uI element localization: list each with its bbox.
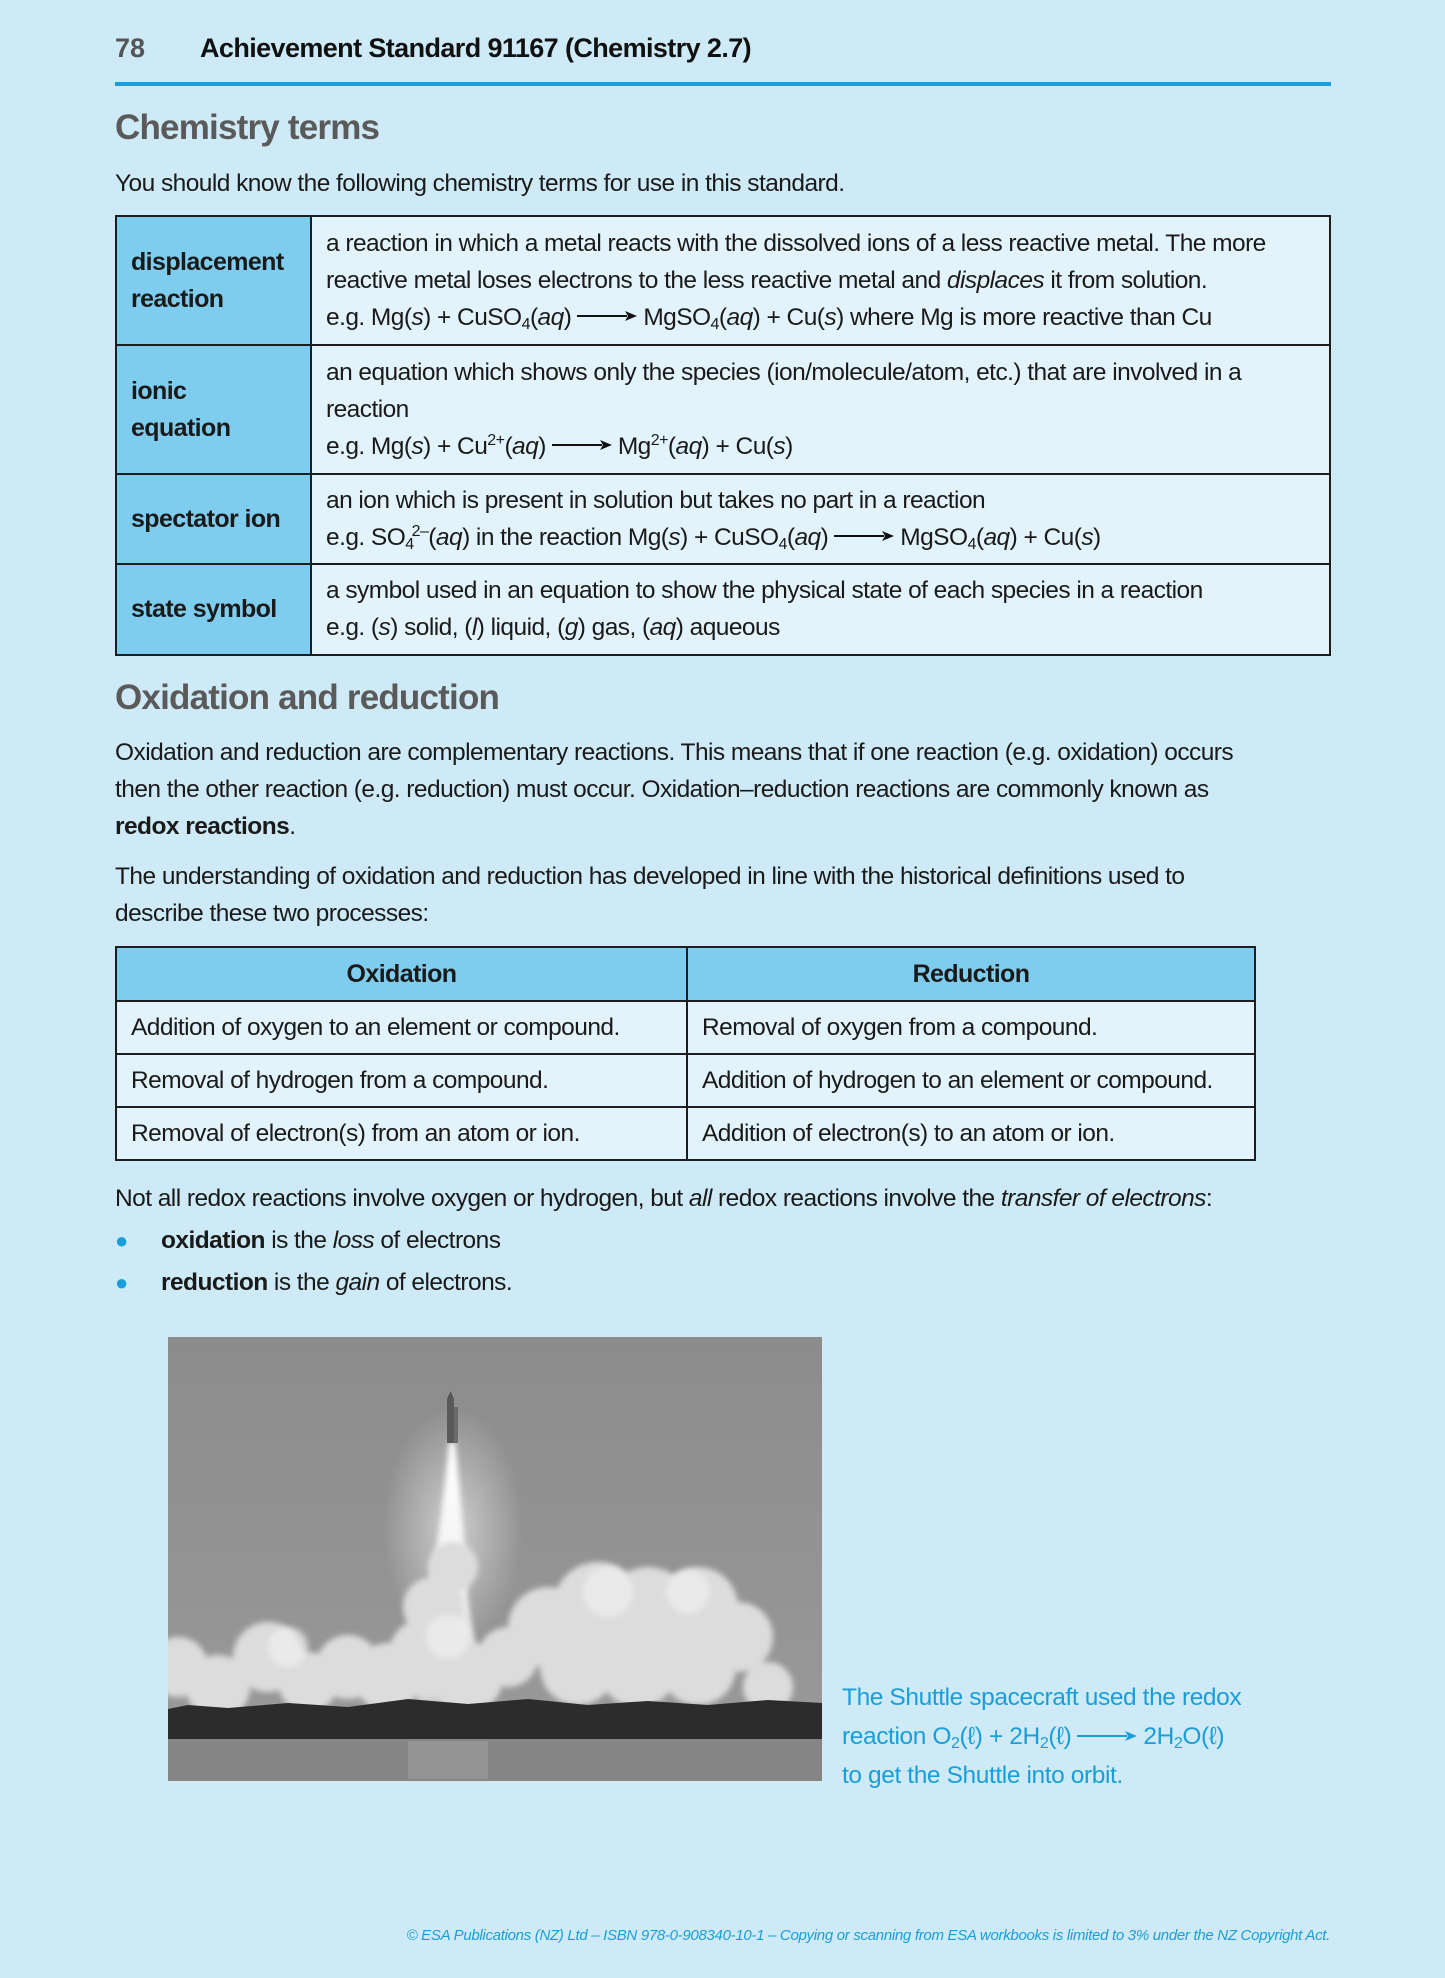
table-row	[116, 474, 1330, 564]
reaction-arrow-icon	[834, 530, 894, 542]
bullet-icon: ●	[115, 1270, 128, 1295]
subscript: 4	[967, 535, 976, 553]
italic-text: s	[411, 303, 424, 331]
text-span: (	[667, 432, 676, 460]
redox-definitions-table	[115, 946, 1256, 1161]
subscript: 4	[778, 535, 787, 553]
photo-shape	[168, 1699, 822, 1739]
text-line: The understanding of oxidation and reduction has developed in line with the historical definitions used to	[115, 863, 1185, 890]
text-span: it from solution.	[1044, 266, 1208, 294]
section-title-chemistry-terms: Chemistry terms	[115, 108, 380, 147]
text-span: is the	[264, 1227, 333, 1254]
element	[116, 216, 1330, 655]
term-cell: ionic equation	[116, 345, 311, 474]
text-span: reaction O	[842, 1723, 952, 1750]
cloud-shape	[666, 1570, 710, 1614]
italic-text: aq	[512, 432, 539, 460]
text-span: )	[1093, 523, 1101, 551]
term-cell: displacement reaction	[116, 216, 311, 345]
superscript: 2+	[650, 431, 668, 449]
table-cell: Removal of hydrogen from a compound.	[116, 1054, 687, 1107]
italic-text: aq	[794, 523, 821, 551]
cloud-shape	[660, 1629, 736, 1705]
subscript: 4	[710, 315, 719, 333]
definition-cell	[311, 474, 1330, 564]
text-span: of electrons.	[379, 1269, 513, 1296]
subscript: 4	[405, 535, 414, 553]
italic-text: s	[378, 614, 391, 641]
definition-cell	[311, 345, 1330, 474]
example-equation	[326, 519, 1315, 556]
text-span: (ℓ)	[1048, 1723, 1072, 1750]
text-span: ) + Cu	[423, 432, 488, 460]
example-equation	[326, 299, 1315, 336]
paragraph-electron-transfer	[115, 1180, 1345, 1217]
table-header-row	[116, 947, 1255, 1001]
column-header-reduction: Reduction	[687, 947, 1255, 1001]
text-span: redox reactions involve the	[711, 1185, 1001, 1212]
italic-text: displaces	[946, 266, 1045, 294]
text-span: ) where Mg is more reactive than Cu	[836, 303, 1212, 331]
text-span: Not all redox reactions involve oxygen or hydrogen, but	[115, 1185, 689, 1212]
subscript: 4	[521, 315, 530, 333]
superscript: 2+	[487, 431, 505, 449]
photo-caption	[842, 1678, 1342, 1795]
list-item	[115, 1264, 512, 1301]
text-span: MgSO	[643, 303, 711, 331]
bullet-icon: ●	[115, 1228, 128, 1253]
italic-text: s	[411, 432, 424, 460]
italic-text: aq	[726, 303, 753, 331]
table-row	[116, 1001, 1255, 1054]
text-span: e.g. (	[326, 614, 379, 641]
running-title: Achievement Standard 91167 (Chemistry 2.7)	[200, 33, 752, 63]
header-divider	[115, 82, 1331, 86]
definition-line: a reaction in which a metal reacts with the dissolved ions of a less reactive metal. The more	[326, 229, 1266, 257]
definition-line: reaction	[326, 395, 409, 423]
text-span: (ℓ) + 2H	[959, 1723, 1040, 1750]
text-span: )	[820, 523, 829, 551]
text-line: then the other reaction (e.g. reduction) must occur. Oxidation–reduction reactions are commonly known as	[115, 776, 1209, 803]
bold-text: reduction	[161, 1269, 268, 1296]
terms-table	[115, 215, 1331, 656]
italic-text: transfer of electrons	[1000, 1185, 1206, 1212]
italic-text: s	[668, 523, 681, 551]
photo-shape	[454, 1407, 458, 1443]
text-span: )	[563, 303, 572, 331]
text-span: e.g. Mg(	[326, 432, 412, 460]
paragraph-redox-intro	[115, 734, 1345, 845]
text-span: )	[538, 432, 546, 460]
italic-text: aq	[675, 432, 702, 460]
photo-shape	[168, 1739, 822, 1781]
text-span: ) in the reaction Mg(	[462, 523, 669, 551]
text-span: MgSO	[900, 523, 968, 551]
caption-equation	[842, 1717, 1342, 1756]
copyright-footer: © ESA Publications (NZ) Ltd – ISBN 978-0-908340-10-1 – Copying or scanning from ESA workbooks is limited to 3% under the NZ Copyright Act.	[406, 1927, 1330, 1944]
shuttle-launch-photo	[168, 1337, 822, 1781]
text-span: ) + Cu(	[752, 303, 825, 331]
italic-text: s	[824, 303, 837, 331]
table-row	[116, 216, 1330, 345]
cloud-shape	[268, 1627, 308, 1667]
text-span: e.g. Mg(	[326, 303, 412, 331]
table-cell: Addition of hydrogen to an element or compound.	[687, 1054, 1255, 1107]
text-span: reactive metal loses electrons to the less reactive metal and	[326, 266, 947, 294]
element	[116, 947, 1255, 1160]
text-span: .	[289, 813, 296, 840]
text-span: ) gas, (	[577, 614, 650, 641]
table-row	[116, 1107, 1255, 1160]
text-span: of electrons	[374, 1227, 501, 1254]
reaction-arrow-icon	[552, 439, 612, 451]
subscript: 2	[1039, 1735, 1049, 1752]
text-span: (	[529, 303, 538, 331]
italic-text: gain	[335, 1269, 380, 1296]
definition-line: an ion which is present in solution but takes no part in a reaction	[326, 486, 986, 514]
text-span: ) + CuSO	[680, 523, 779, 551]
text-line: describe these two processes:	[115, 900, 429, 927]
italic-text: all	[688, 1185, 712, 1212]
text-span: ) solid, (	[390, 614, 472, 641]
text-span: Mg	[617, 432, 651, 460]
table-row	[116, 564, 1330, 655]
text-span: ) + CuSO	[423, 303, 522, 331]
intro-text: You should know the following chemistry terms for use in this standard.	[115, 170, 845, 197]
table-row	[116, 345, 1330, 474]
table-cell: Removal of electron(s) from an atom or ion.	[116, 1107, 687, 1160]
italic-text: g	[564, 614, 578, 641]
text-span: is the	[267, 1269, 336, 1296]
superscript: 2–	[411, 522, 429, 540]
section-title-oxidation-reduction: Oxidation and reduction	[115, 678, 500, 717]
text-span: )	[785, 432, 793, 460]
text-span: (	[718, 303, 727, 331]
text-span: O(ℓ)	[1182, 1723, 1225, 1750]
bold-term: redox reactions	[115, 813, 290, 840]
caption-line: The Shuttle spacecraft used the redox	[842, 1684, 1242, 1711]
cloud-shape	[583, 1567, 633, 1617]
reaction-arrow-icon	[577, 310, 637, 322]
text-span: ) + Cu(	[701, 432, 774, 460]
italic-text: loss	[332, 1227, 375, 1254]
list-item	[115, 1222, 500, 1259]
shuttle-launch-image	[168, 1337, 822, 1781]
text-line: Oxidation and reduction are complementary reactions. This means that if one reaction (e.g. oxidation) occurs	[115, 739, 1234, 766]
cloud-shape	[428, 1542, 478, 1592]
italic-text: aq	[649, 614, 676, 641]
definition-cell	[311, 216, 1330, 345]
example-equation	[326, 609, 1315, 646]
definition-cell	[311, 564, 1330, 655]
text-span: ) liquid, (	[476, 614, 565, 641]
text-span: (	[504, 432, 513, 460]
photo-shape	[447, 1399, 454, 1443]
table-cell: Addition of oxygen to an element or compound.	[116, 1001, 687, 1054]
text-span: (	[786, 523, 795, 551]
table-cell: Removal of oxygen from a compound.	[687, 1001, 1255, 1054]
text-span: 2H	[1143, 1723, 1174, 1750]
reaction-arrow-icon	[1077, 1730, 1137, 1742]
paragraph-history	[115, 858, 1345, 932]
italic-text: l	[471, 614, 477, 641]
text-span: (	[975, 523, 984, 551]
italic-text: aq	[537, 303, 564, 331]
caption-line: to get the Shuttle into orbit.	[842, 1762, 1123, 1789]
page-number: 78	[115, 33, 146, 63]
italic-text: aq	[983, 523, 1010, 551]
definition-line	[326, 262, 1315, 299]
table-row	[116, 1054, 1255, 1107]
table-cell: Addition of electron(s) to an atom or ion.	[687, 1107, 1255, 1160]
text-span: (	[428, 523, 436, 551]
italic-text: aq	[435, 523, 463, 551]
bold-text: oxidation	[161, 1227, 265, 1254]
definition-line: an equation which shows only the species (ion/molecule/atom, etc.) that are involved in a	[326, 358, 1242, 386]
italic-text: s	[773, 432, 786, 460]
photo-shape	[408, 1741, 488, 1779]
term-cell: state symbol	[116, 564, 311, 655]
text-span: e.g. SO	[326, 523, 406, 551]
definition-line: a symbol used in an equation to show the physical state of each species in a reaction	[326, 577, 1203, 604]
text-span: ) + Cu(	[1009, 523, 1082, 551]
term-cell: spectator ion	[116, 474, 311, 564]
column-header-oxidation: Oxidation	[116, 947, 687, 1001]
example-equation	[326, 428, 1315, 465]
italic-text: s	[1081, 523, 1094, 551]
cloud-shape	[426, 1615, 470, 1659]
text-span: ) aqueous	[675, 614, 780, 641]
subscript: 2	[951, 1735, 960, 1752]
text-span: :	[1205, 1185, 1213, 1212]
subscript: 2	[1173, 1735, 1183, 1752]
